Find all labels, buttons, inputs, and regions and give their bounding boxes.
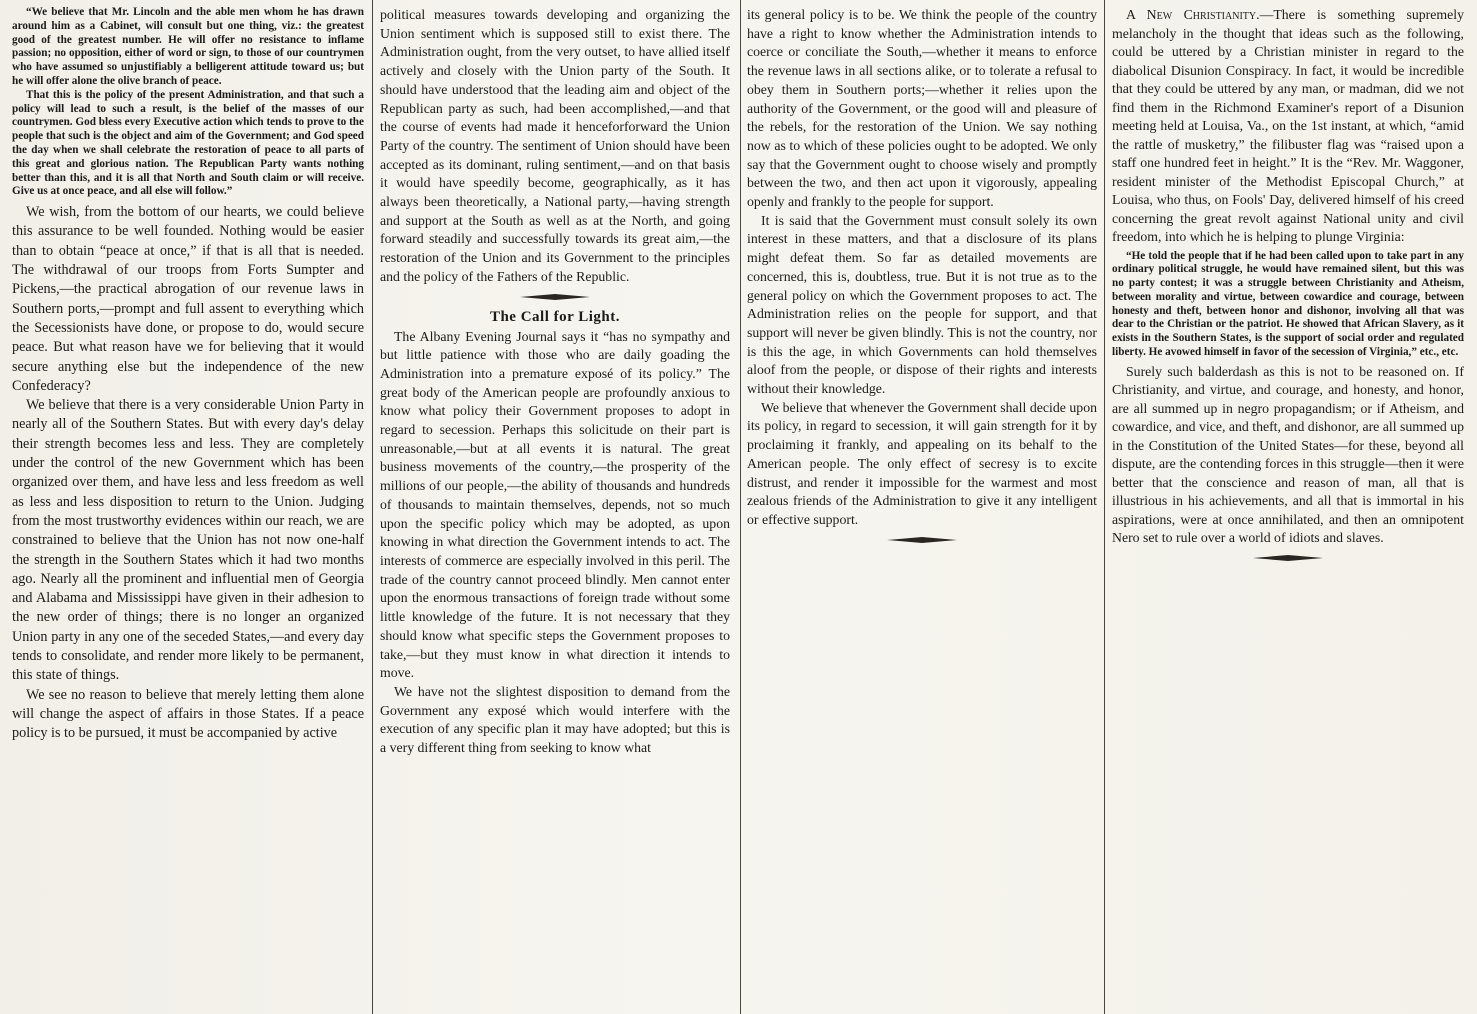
item-title: A New Christianity. [1126, 7, 1260, 22]
column-4 [1112, 6, 1464, 1010]
column-2 [380, 6, 730, 1010]
section-divider [887, 536, 957, 544]
paragraph: We have not the slightest disposition to demand from the Government any exposé which would interfere with the execution of any specific plan it may have adopted; but this is a very different thing from seeking to know what [380, 683, 730, 756]
column-rule [372, 0, 373, 1014]
paragraph: The Albany Evening Journal says it “has no sympathy and but little patience with those who are daily goading the Administration into a premature exposé of its policy.” The great body of the American people are profoundly anxious to know what policy their Government proposes to adopt in regard to secession. Perhaps this solicitude on their part is unreasonable,—but at all events it is natural. The great business movements of the country,—the prosperity of the millions of our people,—the ability of thousands and hundreds of thousands to maintain themselves, depends, not so much upon the specific policy which may be adopted, as upon knowing in what direction the Government intends to act. The interests of commerce are especially involved in this peril. The trade of the country cannot proceed blindly. Men cannot enter upon the enormous transactions of foreign trade without some little knowledge of the future. It is not necessary that they should know what specific steps the Government proposes to take,—but they must know in what direction it intends to move. [380, 328, 730, 681]
section-divider [1253, 554, 1323, 562]
column-rule [740, 0, 741, 1014]
paragraph: Surely such balderdash as this is not to be reasoned on. If Christianity, and virtue, and courage, and honesty, and honor, are all summed up in negro propagandism; or if Atheism, and cowardice, and vice, and theft, and dishonor, are all summed up in the Constitution of the United States—for these, beyond all dispute, are the contending forces in this struggle—then it were better that the conscience and reason of man, all that is illustrious in his achievements, and all that is immortal in his aspirations, were at once annihilated, and then an omnipotent Nero set to rule over a world of idiots and slaves. [1112, 363, 1464, 546]
article-heading: The Call for Light. [489, 308, 621, 325]
paragraph: political measures towards developing and organizing the Union sentiment which is supposed still to exist there. The Administration ought, from the very outset, to have allied itself actively and closely with the Union party of the South. It should have understood that the leading aim and object of the Republican party as such, had been accomplished,—and that the course of events had made it henceforforward the Union Party of the country. The sentiment of Union should have been accepted as its dominant, ruling sentiment,—and on that basis it would have speedily become, geographically, as it has always been theoretically, a National party,—having strength and support at the South as well as at the North, and going forward steadily and successfully towards its great aim,—the restoration of the Union and its Government to the principles and the policy of the Fathers of the Republic. [380, 7, 730, 284]
quoted-passage: “We believe that Mr. Lincoln and the able men whom he has drawn around him as a Cabinet, will consult but one thing, viz.: the greatest good of the greatest number. He will offer no resistance to inflame passion; no opposition, either of word or sign, to those of our countrymen who have assumed so unjustifiably a belligerent attitude toward us; but he will offer alone the olive branch of peace. [12, 6, 364, 87]
paragraph: We believe that there is a very considerable Union Party in nearly all of the Southern States. But with every day's delay their strength becomes less and less. They are completely under the control of the new Government which has been organized over them, and have less and less freedom as well as less and less disposition to return to the Union. Judging from the most trustworthy evidences within our reach, we are constrained to believe that the Union has not now one-half the strength in the Southern States which it had two months ago. Nearly all the prominent and influential men of Georgia and Alabama and Mississippi have given in their adhesion to the new order of things; there is no longer an organized Union party in any one of the seceded States,—and every day tends to consolidate, and render more likely to be permanent, this state of things. [12, 397, 364, 684]
quoted-passage: “He told the people that if he had been called upon to take part in any ordinary political struggle, he would have remained silent, but this was no party contest; it was a struggle between Christianity and Atheism, between morality and virtue, between cowardice and courage, between honesty and theft, between honor and dishonor, involving all that was dear to the Christian or the patriot. He showed that African Slavery, as it exists in the Southern States, is the support of social order and regulated liberty. He avowed himself in favor of the secession of Virginia,” etc., etc. [1112, 249, 1464, 359]
item-text: —There is something supremely melancholy in the thought that ideas such as the following, could be uttered by a Christian minister in regard to the diabolical Disunion Conspiracy. In fact, it would be incredible that they could be uttered by any man, or madman, did we not find them in the Richmond Examiner's report of a Disunion meeting held at Louisa, Va., on the 1st instant, at which, “amid the rattle of musketry,” the filibuster flag was “raised upon a staff one hundred feet in height.” It is the “Rev. Mr. Waggoner, resident minister of the Methodist Episcopal Church,” at Louisa, who thus, on Fools' Day, delivered himself of his creed concerning the great revolt against National unity and civil freedom, into which he is helping to plunge Virginia: [1112, 7, 1464, 244]
paragraph: We believe that whenever the Government shall decide upon its policy, in regard to secession, it will gain strength for it by proclaiming it frankly, and appealing on its behalf to the American people. The only effect of secresy is to excite distrust, and render it impossible for the warmest and most zealous friends of the Administration to give it any intelligent or effective support. [747, 399, 1097, 527]
column-3 [747, 6, 1097, 1010]
paragraph: We wish, from the bottom of our hearts, we could believe this assurance to be well founded. Nothing would be easier than to obtain “peace at once,” if that is all that is needed. The withdrawal of our troops from Forts Sumpter and Pickens,—the practical abrogation of our revenue laws in Southern ports,—prompt and full assent to everything which the Secessionists have done, or propose to do, would secure peace. But what reason have we for believing that it would secure anything else but the independence of the new Confederacy? [12, 204, 364, 394]
column-rule [1104, 0, 1105, 1014]
paragraph [1112, 6, 1464, 247]
paragraph: its general policy is to be. We think the people of the country have a right to know whether the Administration intends to coerce or conciliate the South,—whether it means to enforce the revenue laws in all sections alike, or to tolerate a refusal to obey them in Southern ports;—whether it relies upon the authority of the Government, or the good will and pleasure of the rebels, for the restoration of the Union. We say nothing now as to which of these policies ought to be adopted. We only say that the Government ought to choose wisely and promptly between the two, and then act upon it vigorously, appealing openly and frankly to the people for support. [747, 7, 1097, 210]
column-1 [12, 6, 364, 1010]
paragraph: It is said that the Government must consult solely its own interest in these matters, and that a disclosure of its plans might defeat them. So far as detailed movements are concerned, this is, doubtless, true. But it is not true as to the general policy on which the Government proposes to act. The Administration relies on the people for support, and that support will never be given blindly. This is not the country, nor is this the age, in which Governments can hold themselves aloof from the people, or dispose of their rights and interests without their knowledge. [747, 212, 1097, 397]
quoted-passage: That this is the policy of the present Administration, and that such a policy will lead to such a result, is the belief of the masses of our countrymen. God bless every Executive action which tends to prove to the people that such is the object and aim of the Government; and God speed the day when we shall celebrate the restoration of peace to all parts of this great and glorious nation. The Republican Party wants nothing better than this, and it is all that North and South claim or will receive. Give us at once peace, and all else will follow.” [12, 88, 364, 198]
paragraph: We see no reason to believe that merely letting them alone will change the aspect of affairs in those States. If a peace policy is to be pursued, it must be accompanied by active [12, 686, 364, 742]
section-divider [520, 293, 590, 301]
